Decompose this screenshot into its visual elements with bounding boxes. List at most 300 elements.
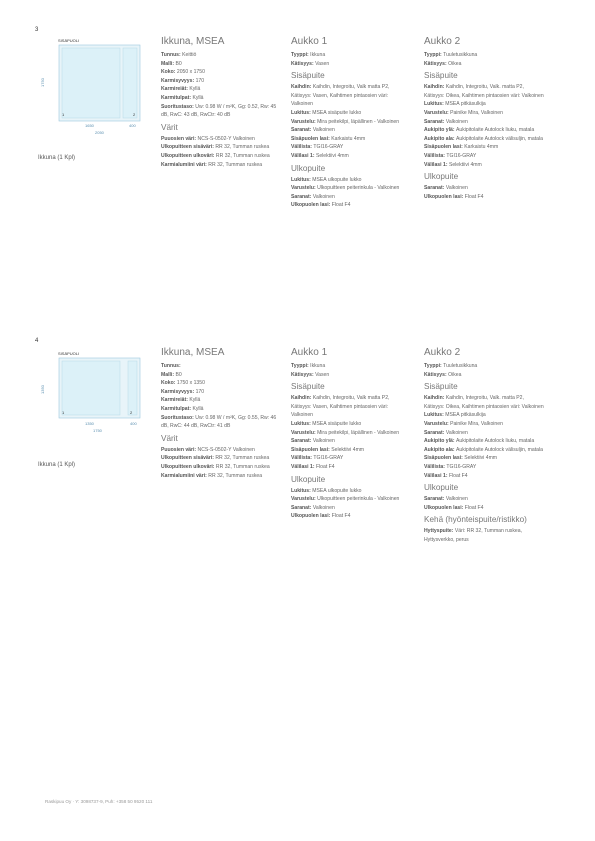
property-row: [424, 371, 544, 380]
property-separator: :: [442, 101, 446, 108]
property-separator: :: [309, 420, 313, 427]
property-row: [291, 126, 411, 135]
property-separator: :: [173, 69, 177, 76]
property-row: [424, 463, 544, 472]
property-separator: :: [212, 455, 216, 462]
property-separator: :: [192, 103, 196, 110]
property-separator: :: [328, 513, 332, 520]
property-separator: :: [328, 202, 332, 209]
property-value: Valkoinen: [312, 504, 335, 511]
property-value: Tuuletusikkuna: [443, 52, 478, 58]
property-value: Kaihdin, Integroitu, Valk. matta P2, Kätisyys: Oikea, Kaihtimen pintaosien väri: Valkoinen: [424, 84, 544, 99]
pane-1-number: 1: [62, 410, 65, 415]
property-key: Ulkopuitteen ulkoväri: [161, 463, 213, 470]
property-separator: :: [309, 395, 313, 402]
property-value: Oikea: [448, 371, 462, 378]
property-value: Uw: 0.98 W / m²K, Gg: 0.52, Rw: 45 dB, RwC: 43 dB, RwCtr: 40 dB: [161, 103, 277, 119]
property-key: Koko: [161, 380, 174, 387]
property-value: Valkoinen: [312, 438, 335, 445]
property-row: [424, 184, 544, 193]
property-key: Tyyppi: [291, 363, 308, 369]
keha-list: [424, 527, 544, 544]
property-key: Välilasi 1: [424, 161, 446, 168]
aukko-1-props: [291, 362, 411, 379]
property-separator: :: [442, 84, 446, 91]
property-row: [291, 362, 411, 371]
property-separator: :: [311, 371, 316, 378]
property-separator: :: [328, 446, 332, 453]
property-row: [161, 379, 281, 388]
property-separator: :: [179, 363, 181, 369]
property-value: TGI16-GRAY: [313, 455, 344, 462]
property-row: [291, 83, 411, 109]
property-value: NCS-S-0502-Y Valkoinen: [197, 135, 255, 142]
property-separator: :: [192, 388, 196, 395]
ulkopuite-title: Ulkopuite: [424, 172, 459, 182]
property-row: [161, 85, 281, 94]
property-value: Karkaistu 4mm: [331, 135, 366, 142]
colors-list: [161, 135, 281, 169]
property-separator: :: [173, 380, 177, 387]
property-key: Ulkopuitteen sisäväri: [161, 455, 213, 462]
property-key: Sisäpuolen lasi: [424, 455, 462, 462]
property-separator: :: [172, 60, 176, 67]
property-value: RR 32, Tumman ruskea: [215, 144, 270, 151]
property-row: [291, 394, 411, 420]
property-row: [291, 446, 411, 455]
aukko-2-title: Aukko 2: [424, 36, 461, 47]
property-separator: :: [194, 446, 198, 453]
property-row: [161, 472, 281, 481]
height-dimension: 1750: [40, 78, 45, 87]
property-key: Tyyppi: [291, 52, 308, 58]
property-row: [291, 109, 411, 118]
property-separator: :: [452, 127, 456, 134]
property-key: Kaihdin: [424, 84, 443, 91]
property-value: RR 32, Tumman ruskea: [215, 463, 270, 470]
property-value: Vasen: [315, 371, 330, 378]
property-key: Karmitulpat: [161, 405, 190, 412]
property-separator: :: [192, 414, 196, 421]
colors-title: Värit: [161, 433, 178, 443]
property-key: Välilista: [291, 144, 311, 151]
property-value: RR 32, Tumman ruskea: [208, 472, 263, 479]
property-value: Float F4: [331, 202, 351, 209]
property-key: Välilista: [424, 463, 444, 470]
property-value: Kaihdin, Integroitu, Valk. matta P2, Kätisyys: Oikea, Kaihtimen pintaosien väri: Valkoinen: [424, 395, 544, 410]
property-row: [424, 362, 544, 371]
aukko-2-props: [424, 51, 544, 68]
property-separator: :: [309, 193, 313, 200]
property-value: Keittiö: [182, 52, 197, 58]
property-key: Sisäpuolen lasi: [291, 446, 329, 453]
property-key: Ulkopuolen lasi: [291, 202, 329, 209]
property-row: [291, 429, 411, 438]
property-separator: :: [313, 496, 318, 503]
property-value: Valkoinen: [312, 193, 335, 200]
drawing-caption: Ikkuna (1 Kpl): [38, 155, 76, 161]
property-separator: :: [446, 420, 451, 427]
property-separator: :: [194, 135, 198, 142]
property-row: [161, 396, 281, 405]
property-value: Uw: 0.98 W / m²K, Gg: 0.55, Rw: 46 dB, RwC: 44 dB, RwCtr: 41 dB: [161, 414, 277, 430]
property-value: 2050 x 1750: [176, 69, 205, 76]
property-separator: :: [445, 161, 449, 168]
property-value: Valkoinen: [445, 118, 468, 125]
product-title: Ikkuna, MSEA: [161, 347, 225, 358]
property-separator: :: [309, 84, 313, 91]
property-value: NCS-S-0502-Y Valkoinen: [197, 446, 255, 453]
aukko-1-column: [291, 346, 411, 521]
property-key: Lukitus: [291, 420, 310, 427]
property-key: Kätisyys: [424, 60, 445, 67]
property-separator: :: [452, 135, 456, 142]
property-row: [424, 100, 544, 109]
property-key: Lukitus: [291, 487, 310, 494]
property-row: [291, 420, 411, 429]
property-value: Karkaistu 4mm: [464, 144, 499, 151]
property-value: Aukipitolaite Autolock välisuljin, matala: [456, 446, 543, 453]
property-value: MSEA sisäpuite lukko: [312, 420, 362, 427]
property-key: Tunnus: [161, 363, 180, 369]
property-row: [424, 411, 544, 420]
property-row: [424, 193, 544, 202]
property-value: Selektiivi 4mm: [448, 161, 482, 168]
property-key: Ulkopuolen lasi: [291, 513, 329, 520]
property-list: [161, 362, 281, 431]
property-row: [424, 51, 544, 60]
property-value: Aukipitolaite Autolock liuku, matala: [456, 438, 535, 445]
property-value: B0: [175, 371, 182, 378]
property-key: Varustelu: [424, 420, 447, 427]
property-separator: :: [442, 496, 446, 503]
property-key: Saranat: [424, 185, 443, 192]
property-key: Saranat: [291, 438, 310, 445]
property-value: Painike Mira, Valkoinen: [450, 420, 503, 427]
property-row: [161, 68, 281, 77]
property-separator: :: [309, 504, 313, 511]
property-separator: :: [212, 152, 216, 159]
property-value: Vasen: [315, 60, 330, 67]
property-value: Ulkopuitteen peiterinkula - Valkoinen: [317, 496, 400, 503]
property-row: [424, 161, 544, 170]
property-separator: :: [189, 94, 193, 101]
property-key: Varustelu: [291, 429, 314, 436]
property-row: [424, 472, 544, 481]
property-key: Hyttyspuite: [424, 528, 452, 535]
product-title: Ikkuna, MSEA: [161, 36, 225, 47]
property-separator: :: [307, 363, 311, 369]
property-value: Kaihdin, Integroitu, Valk matta P2, Kätisyys: Vasen, Kaihtimen pintaosien väri: Valkoinen: [291, 84, 390, 108]
pane-1-number: 1: [62, 112, 65, 117]
property-separator: :: [212, 144, 216, 151]
property-row: [424, 446, 544, 455]
property-row: [291, 512, 411, 521]
colors-title: Värit: [161, 122, 178, 132]
property-value: Kyllä: [189, 86, 201, 93]
property-separator: :: [189, 405, 193, 412]
sisapuite-title: Sisäpuite: [424, 382, 458, 392]
property-row: [161, 152, 281, 161]
property-row: [424, 527, 544, 544]
property-value: MSEA ulkopuite lukko: [312, 176, 362, 183]
property-value: Mira peitekilpi, läpällinen - Valkoinen: [317, 429, 400, 436]
property-separator: :: [452, 438, 456, 445]
property-value: Selektiivi 4mm: [464, 455, 498, 462]
property-row: [291, 201, 411, 210]
property-separator: :: [310, 144, 314, 151]
property-value: Oikea: [448, 60, 462, 67]
property-value: 170: [195, 77, 205, 84]
sisapuite-title: Sisäpuite: [291, 71, 325, 81]
property-key: Sisäpuolen lasi: [291, 135, 329, 142]
property-row: [424, 437, 544, 446]
property-key: Aukipito ylä: [424, 438, 453, 445]
property-value: TGI16-GRAY: [313, 144, 344, 151]
pane-2-number: 2: [133, 112, 136, 117]
pane-2-number: 2: [130, 410, 133, 415]
property-value: RR 32, Tumman ruskea: [208, 161, 263, 168]
property-row: [291, 463, 411, 472]
property-value: Selektiivi 4mm: [331, 446, 365, 453]
property-value: TGI16-GRAY: [446, 463, 477, 470]
property-separator: :: [309, 127, 313, 134]
property-key: Välilasi 1: [291, 463, 313, 470]
property-row: [424, 495, 544, 504]
property-value: Tuuletusikkuna: [443, 363, 478, 369]
property-value: Aukipitolaite Autolock liuku, matala: [456, 127, 535, 134]
property-row: [291, 51, 411, 60]
property-row: [291, 135, 411, 144]
property-value: Aukipitolaite Autolock välisuljin, matala: [456, 135, 543, 142]
property-separator: :: [443, 463, 447, 470]
property-separator: :: [445, 472, 449, 479]
property-key: Ulkopuolen lasi: [424, 504, 462, 511]
property-key: Kaihdin: [424, 395, 443, 402]
property-key: Karmireiät: [161, 86, 187, 93]
property-value: MSEA sisäpuite lukko: [312, 109, 362, 116]
width-dimension-2: 400: [130, 421, 137, 426]
property-value: TGI16-GRAY: [446, 152, 477, 159]
property-separator: :: [440, 52, 444, 58]
property-separator: :: [461, 504, 465, 511]
property-row: [424, 143, 544, 152]
property-separator: :: [307, 52, 311, 58]
property-row: [291, 143, 411, 152]
property-separator: :: [309, 176, 313, 183]
property-row: [291, 193, 411, 202]
property-row: [424, 394, 544, 411]
property-key: Lukitus: [291, 109, 310, 116]
property-row: [161, 388, 281, 397]
property-separator: :: [442, 429, 446, 436]
property-key: Karmisyvyys: [161, 77, 193, 84]
pane-1-glass: [62, 48, 120, 118]
main-column: [161, 35, 281, 169]
property-row: [424, 126, 544, 135]
property-value: Float F4: [448, 472, 468, 479]
property-key: Tyyppi: [424, 363, 441, 369]
pane-2-glass: [123, 48, 137, 118]
property-row: [291, 454, 411, 463]
height-dimension: 1350: [40, 385, 45, 394]
sisapuite-list: [291, 83, 411, 160]
property-row: [161, 143, 281, 152]
page-footer: Raskipuu Oy · Y: 3098737-9, Puh: +358 50 9520 111: [45, 799, 153, 804]
property-key: Saranat: [291, 504, 310, 511]
ulkopuite-list: [291, 487, 411, 521]
property-row: [291, 152, 411, 161]
property-separator: :: [444, 371, 449, 378]
property-value: Kaihdin, Integroitu, Valk matta P2, Kätisyys: Vasen, Kaihtimen pintaosien väri: Valkoinen: [291, 395, 390, 419]
ulkopuite-title: Ulkopuite: [291, 163, 326, 173]
width-dimension-1: 1650: [85, 123, 94, 128]
property-row: [424, 504, 544, 513]
property-key: Puuosien väri: [161, 135, 195, 142]
property-key: Kaihdin: [291, 84, 310, 91]
property-value: Float F4: [464, 193, 484, 200]
property-value: Kyllä: [192, 94, 204, 101]
property-key: Ulkopuolen lasi: [424, 193, 462, 200]
property-value: MSEA pitkäsulkija: [445, 101, 486, 108]
sisapuite-list: [291, 394, 411, 471]
property-separator: :: [461, 193, 465, 200]
ulkopuite-title: Ulkopuite: [291, 474, 326, 484]
property-value: Ikkuna: [310, 52, 326, 58]
property-separator: :: [442, 395, 446, 402]
property-row: [291, 60, 411, 69]
aukko-1-title: Aukko 1: [291, 347, 328, 358]
property-separator: :: [313, 429, 318, 436]
property-row: [161, 446, 281, 455]
property-value: 1750 x 1350: [176, 380, 205, 387]
property-row: [161, 371, 281, 380]
property-separator: :: [309, 487, 313, 494]
property-row: [291, 176, 411, 185]
property-row: [424, 109, 544, 118]
property-key: Saranat: [291, 127, 310, 134]
main-column: [161, 346, 281, 480]
property-separator: :: [440, 363, 444, 369]
property-row: [424, 60, 544, 69]
property-key: Varustelu: [291, 185, 314, 192]
property-row: [161, 77, 281, 86]
property-value: RR 32, Tumman ruskea: [215, 455, 270, 462]
sisapuite-title: Sisäpuite: [291, 382, 325, 392]
property-key: Suoritustaso: [161, 414, 193, 421]
property-key: Lukitus: [424, 412, 443, 419]
property-value: RR 32, Tumman ruskea: [215, 152, 270, 159]
property-key: Karmisyvyys: [161, 388, 193, 395]
property-separator: :: [205, 161, 209, 168]
property-value: MSEA pitkäsulkija: [445, 412, 486, 419]
total-width-dimension: 1750: [93, 428, 102, 433]
property-separator: :: [442, 185, 446, 192]
property-value: Float F4: [331, 513, 351, 520]
property-key: Tyyppi: [424, 52, 441, 58]
aukko-2-column: [424, 35, 544, 201]
property-row: [161, 51, 281, 60]
property-value: Ikkuna: [310, 363, 326, 369]
property-value: Valkoinen: [312, 127, 335, 134]
property-value: Ulkopuitteen peiterinkula - Valkoinen: [317, 185, 400, 192]
property-row: [291, 437, 411, 446]
drawing-caption: Ikkuna (1 Kpl): [38, 462, 76, 468]
property-row: [424, 429, 544, 438]
property-row: [291, 495, 411, 504]
property-key: Saranat: [424, 118, 443, 125]
property-row: [291, 184, 411, 193]
aukko-1-column: [291, 35, 411, 210]
property-key: Saranat: [424, 429, 443, 436]
sisapuite-title: Sisäpuite: [424, 71, 458, 81]
property-row: [161, 94, 281, 103]
property-key: Tunnus: [161, 52, 180, 58]
property-row: [161, 454, 281, 463]
property-key: Karmireiät: [161, 397, 187, 404]
property-key: Aukipito ala: [424, 446, 453, 453]
property-key: Malli: [161, 371, 173, 378]
property-row: [424, 118, 544, 127]
property-row: [424, 420, 544, 429]
property-separator: :: [313, 185, 318, 192]
property-key: Kätisyys: [291, 371, 312, 378]
property-row: [424, 454, 544, 463]
window-drawing: [38, 35, 148, 137]
property-value: Valkoinen: [445, 429, 468, 436]
property-row: [424, 152, 544, 161]
property-key: Aukipito ylä: [424, 127, 453, 134]
property-key: Karmialumiini väri: [161, 161, 206, 168]
property-row: [161, 405, 281, 414]
property-value: Mira peitekilpi, läpällinen - Valkoinen: [317, 118, 400, 125]
aukko-1-title: Aukko 1: [291, 36, 328, 47]
property-separator: :: [442, 412, 446, 419]
property-separator: :: [186, 86, 190, 93]
aukko-2-title: Aukko 2: [424, 347, 461, 358]
property-separator: :: [179, 52, 183, 58]
property-key: Saranat: [291, 193, 310, 200]
property-value: Float F4: [315, 463, 335, 470]
property-row: [161, 362, 281, 371]
aukko-1-props: [291, 51, 411, 68]
sisapuite-list: [424, 83, 544, 169]
property-key: Sisäpuolen lasi: [424, 144, 462, 151]
property-separator: :: [451, 528, 455, 535]
property-value: Kyllä: [192, 405, 204, 412]
property-separator: :: [186, 397, 190, 404]
property-separator: :: [309, 438, 313, 445]
property-value: Väri: RR 32, Tumman ruskea, Hyttysverkko, perus: [424, 528, 522, 543]
property-separator: :: [309, 109, 313, 116]
property-key: Karmitulpat: [161, 94, 190, 101]
property-value: Valkoinen: [445, 185, 468, 192]
property-row: [291, 371, 411, 380]
property-separator: :: [172, 371, 176, 378]
property-separator: :: [461, 455, 465, 462]
property-key: Kätisyys: [424, 371, 445, 378]
property-separator: :: [311, 60, 316, 67]
property-separator: :: [312, 152, 316, 159]
aukko-2-column: [424, 346, 544, 545]
property-row: [161, 161, 281, 170]
property-row: [161, 463, 281, 472]
property-key: Koko: [161, 69, 174, 76]
property-key: Saranat: [424, 496, 443, 503]
colors-list: [161, 446, 281, 480]
property-row: [291, 487, 411, 496]
property-separator: :: [328, 135, 332, 142]
